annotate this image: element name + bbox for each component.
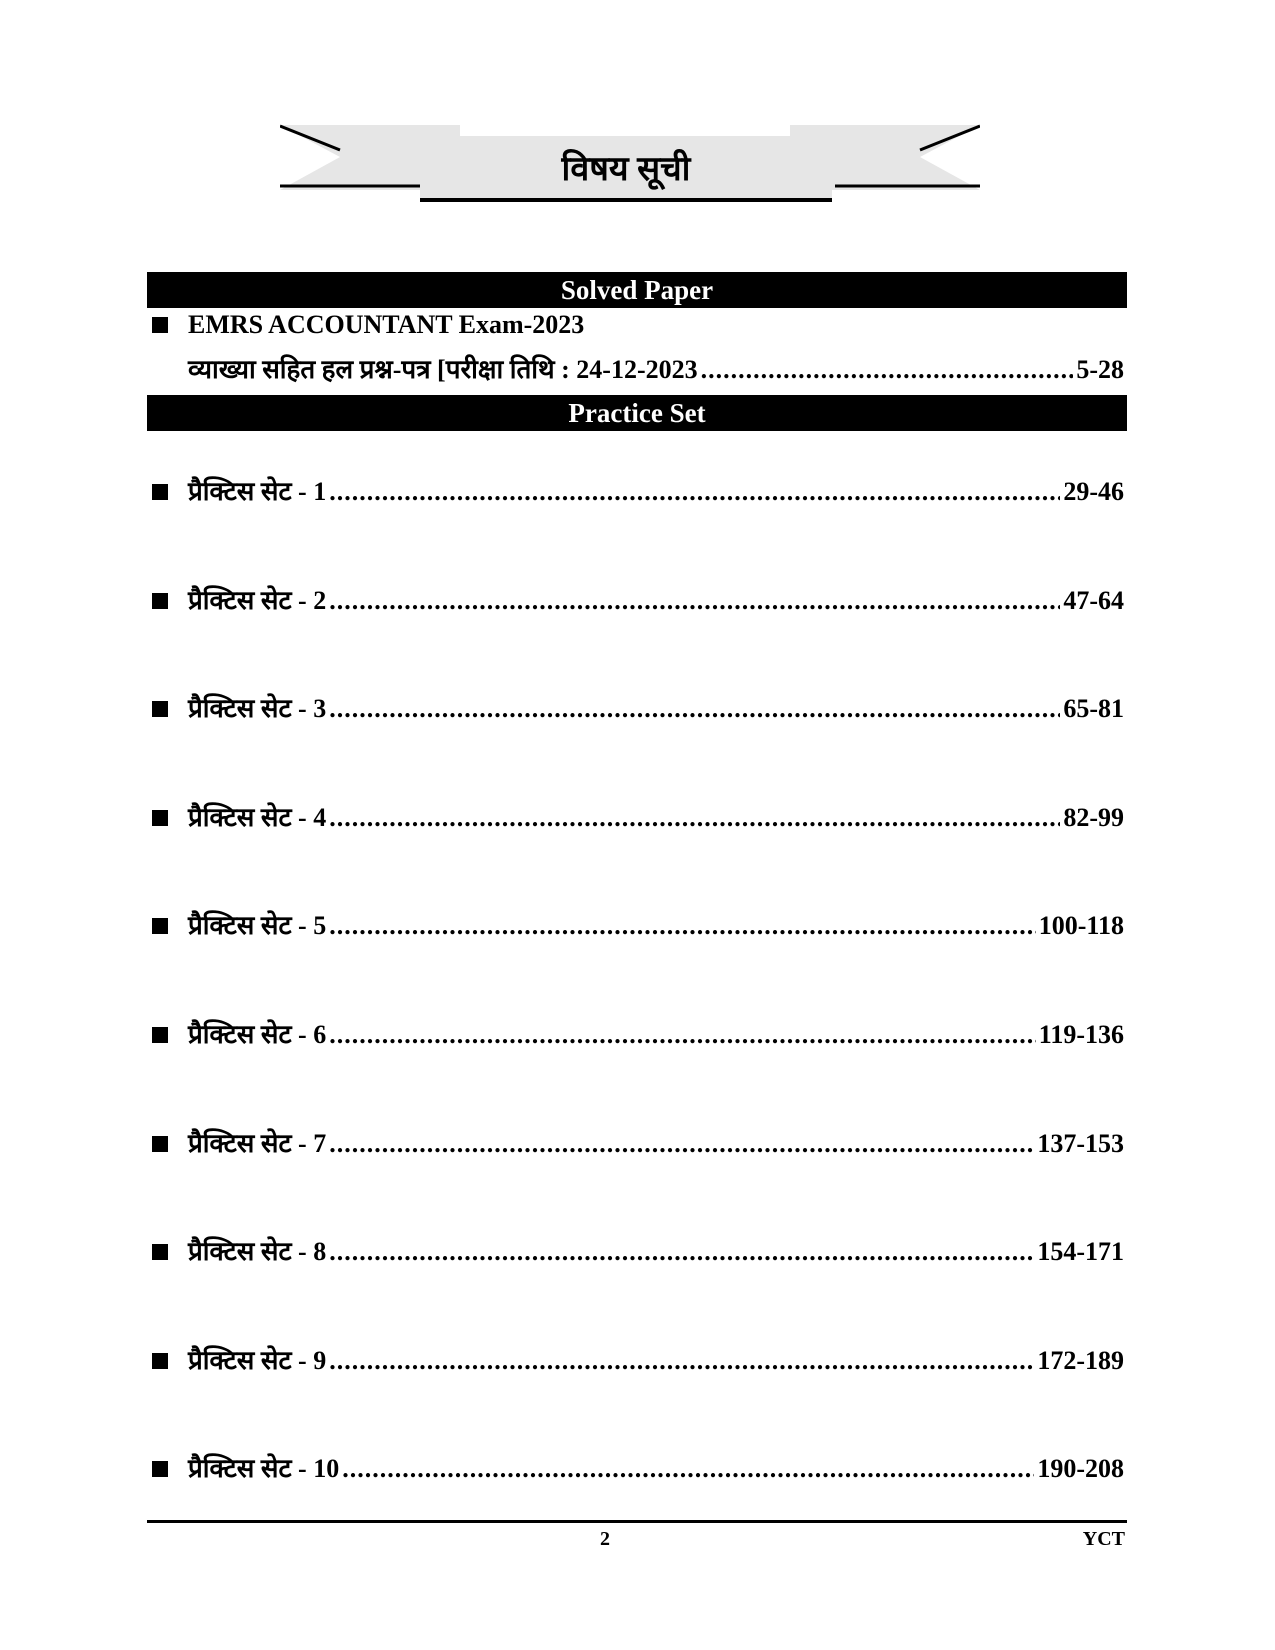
entry-label: प्रैक्टिस सेट - 5	[188, 911, 327, 941]
dot-leader	[342, 1454, 1034, 1484]
bullet-square-icon	[152, 1027, 168, 1043]
practice-set-entry[interactable]	[147, 906, 1124, 942]
entry-pages: 65-81	[1063, 694, 1124, 724]
entry-label: प्रैक्टिस सेट - 8	[188, 1237, 327, 1267]
dot-leader	[329, 694, 1060, 724]
dot-leader	[329, 1237, 1034, 1267]
section-heading-practice: Practice Set	[147, 395, 1127, 431]
practice-set-entry[interactable]	[147, 798, 1124, 834]
dot-leader	[329, 1129, 1034, 1159]
entry-pages: 137-153	[1037, 1128, 1124, 1158]
practice-set-entry[interactable]	[147, 472, 1124, 508]
footer-divider	[147, 1520, 1127, 1523]
dot-leader	[329, 477, 1060, 507]
entry-label: प्रैक्टिस सेट - 4	[188, 802, 327, 832]
title-banner	[280, 120, 980, 210]
practice-set-entry[interactable]	[147, 581, 1124, 617]
entry-label: प्रैक्टिस सेट - 10	[188, 1454, 340, 1484]
page-title: विषय सूची	[420, 136, 832, 202]
bullet-square-icon	[152, 593, 168, 609]
entry-pages: 154-171	[1037, 1237, 1124, 1267]
bullet-square-icon	[152, 918, 168, 934]
entry-pages: 47-64	[1063, 585, 1124, 615]
dot-leader	[701, 355, 1074, 385]
dot-leader	[329, 803, 1060, 833]
dot-leader	[329, 1020, 1036, 1050]
bullet-square-icon	[152, 1136, 168, 1152]
practice-set-entry[interactable]	[147, 1232, 1124, 1268]
dot-leader	[329, 1346, 1034, 1376]
bullet-square-icon	[152, 484, 168, 500]
practice-set-entry[interactable]	[147, 1124, 1124, 1160]
dot-leader	[329, 586, 1060, 616]
entry-label: व्याख्या सहित हल प्रश्न-पत्र [परीक्षा तिथि : 24-12-2023	[188, 355, 698, 384]
bullet-square-icon	[152, 701, 168, 717]
practice-set-entry[interactable]	[147, 689, 1124, 725]
bullet-square-icon	[152, 1244, 168, 1260]
page-number: 2	[600, 1528, 610, 1550]
entry-pages: 29-46	[1063, 477, 1124, 506]
entry-pages: 172-189	[1037, 1345, 1124, 1375]
entry-pages: 119-136	[1038, 1020, 1124, 1049]
entry-label: प्रैक्टिस सेट - 1	[188, 477, 327, 506]
entry-pages: 190-208	[1037, 1454, 1124, 1484]
entry-pages: 82-99	[1063, 802, 1124, 832]
practice-set-entry[interactable]	[147, 1449, 1124, 1485]
solved-exam	[147, 310, 1124, 340]
entry-pages: 5-28	[1076, 355, 1124, 384]
entry-label: प्रैक्टिस सेट - 3	[188, 694, 327, 724]
bullet-square-icon	[152, 1353, 168, 1369]
entry-label: प्रैक्टिस सेट - 6	[188, 1020, 327, 1049]
exam-title: EMRS ACCOUNTANT Exam-2023	[188, 310, 585, 339]
dot-leader	[329, 911, 1036, 941]
entry-pages: 100-118	[1038, 911, 1124, 941]
solved-entry[interactable]	[188, 350, 1124, 386]
entry-label: प्रैक्टिस सेट - 9	[188, 1345, 327, 1375]
entry-label: प्रैक्टिस सेट - 2	[188, 585, 327, 615]
entry-label: प्रैक्टिस सेट - 7	[188, 1128, 327, 1158]
practice-set-entry[interactable]	[147, 1341, 1124, 1377]
section-heading-solved: Solved Paper	[147, 272, 1127, 308]
footer-brand: YCT	[1082, 1528, 1125, 1550]
practice-set-entry[interactable]	[147, 1015, 1124, 1051]
bullet-square-icon	[152, 317, 168, 333]
bullet-square-icon	[152, 1461, 168, 1477]
bullet-square-icon	[152, 810, 168, 826]
